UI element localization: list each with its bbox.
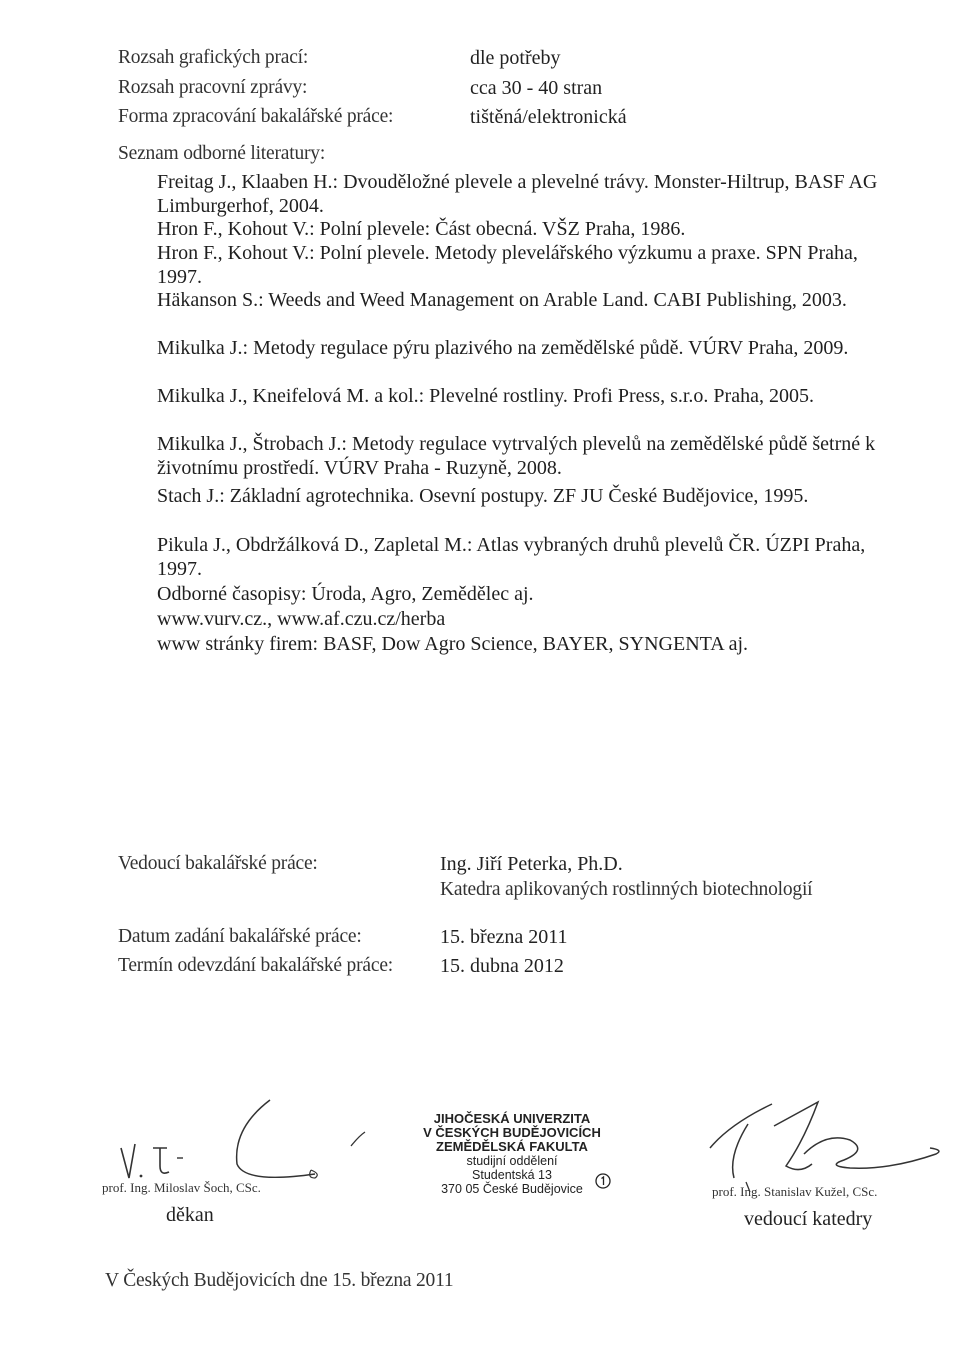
stamp-line: studijní oddělení [466, 1154, 558, 1168]
dean-name: prof. Ing. Miloslav Šoch, CSc. [102, 1180, 261, 1195]
reference-item: Odborné časopisy: Úroda, Agro, Zemědělec aj. [157, 583, 534, 605]
assignment-date-value: 15. března 2011 [440, 926, 568, 948]
supervisor-department: Katedra aplikovaných rostlinných biotechnologií [440, 879, 813, 900]
stamp-line: 370 05 České Budějovice [441, 1182, 583, 1196]
reference-item: www.vurv.cz., www.af.czu.cz/herba [157, 608, 446, 630]
assignment-date-label: Datum zadání bakalářské práce: [118, 926, 362, 947]
head-name: prof. Ing. Stanislav Kužel, CSc. [712, 1184, 878, 1199]
literature-heading: Seznam odborné literatury: [118, 143, 326, 164]
place-date-footer: V Českých Budějovicích dne 15. března 2011 [105, 1270, 454, 1291]
reference-item: Hron F., Kohout V.: Polní plevele: Část obecná. VŠZ Praha, 1986. [157, 218, 686, 240]
dean-signature [115, 1098, 375, 1178]
reference-item: www stránky firem: BASF, Dow Agro Science, BAYER, SYNGENTA aj. [157, 633, 749, 655]
report-scope-value: cca 30 - 40 stran [470, 77, 603, 99]
reference-item: Mikulka J., Kneifelová M. a kol.: Plevelné rostliny. Profi Press, s.r.o. Praha, 2005. [157, 385, 814, 407]
thesis-form-value: tištěná/elektronická [470, 106, 627, 128]
stamp-number-circle-icon [594, 1172, 614, 1192]
supervisor-name: Ing. Jiří Peterka, Ph.D. [440, 853, 623, 875]
graphics-scope-label: Rozsah grafických prací: [118, 47, 309, 68]
supervisor-label: Vedoucí bakalářské práce: [118, 853, 318, 874]
report-scope-label: Rozsah pracovní zprávy: [118, 77, 308, 98]
reference-item: Freitag J., Klaaben H.: Dvouděložné plevele a plevelné trávy. Monster-Hiltrup, BASF AG Limburgerhof, 2004. [157, 171, 878, 217]
head-role: vedoucí katedry [744, 1208, 873, 1230]
stamp-line: Studentská 13 [472, 1168, 552, 1182]
submission-deadline-value: 15. dubna 2012 [440, 955, 564, 977]
reference-item: Hron F., Kohout V.: Polní plevele. Metody plevelářského výzkumu a praxe. SPN Praha, 1997. [157, 242, 858, 288]
thesis-form-label: Forma zpracování bakalářské práce: [118, 106, 394, 127]
reference-item: Pikula J., Obdržálková D., Zapletal M.: Atlas vybraných druhů plevelů ČR. ÚZPI Praha, 1997. [157, 534, 866, 580]
stamp-line: ZEMĚDĚLSKÁ FAKULTA [436, 1139, 588, 1154]
head-signature [700, 1096, 950, 1196]
graphics-scope-value: dle potřeby [470, 47, 561, 69]
submission-deadline-label: Termín odevzdání bakalářské práce: [118, 955, 393, 976]
reference-item: Stach J.: Základní agrotechnika. Osevní postupy. ZF JU České Budějovice, 1995. [157, 485, 809, 507]
stamp-line: V ČESKÝCH BUDĚJOVICÍCH [423, 1125, 601, 1140]
reference-item: Häkanson S.: Weeds and Weed Management on Arable Land. CABI Publishing, 2003. [157, 289, 847, 311]
stamp-line: JIHOČESKÁ UNIVERZITA [433, 1111, 591, 1126]
reference-item: Mikulka J.: Metody regulace pýru plazivého na zemědělské půdě. VÚRV Praha, 2009. [157, 337, 849, 359]
dean-role: děkan [166, 1204, 214, 1226]
reference-item: Mikulka J., Štrobach J.: Metody regulace vytrvalých plevelů na zemědělské půdě šetrné k životnímu prostředí. VÚRV Praha - Ruzyně, 2008. [157, 433, 876, 479]
